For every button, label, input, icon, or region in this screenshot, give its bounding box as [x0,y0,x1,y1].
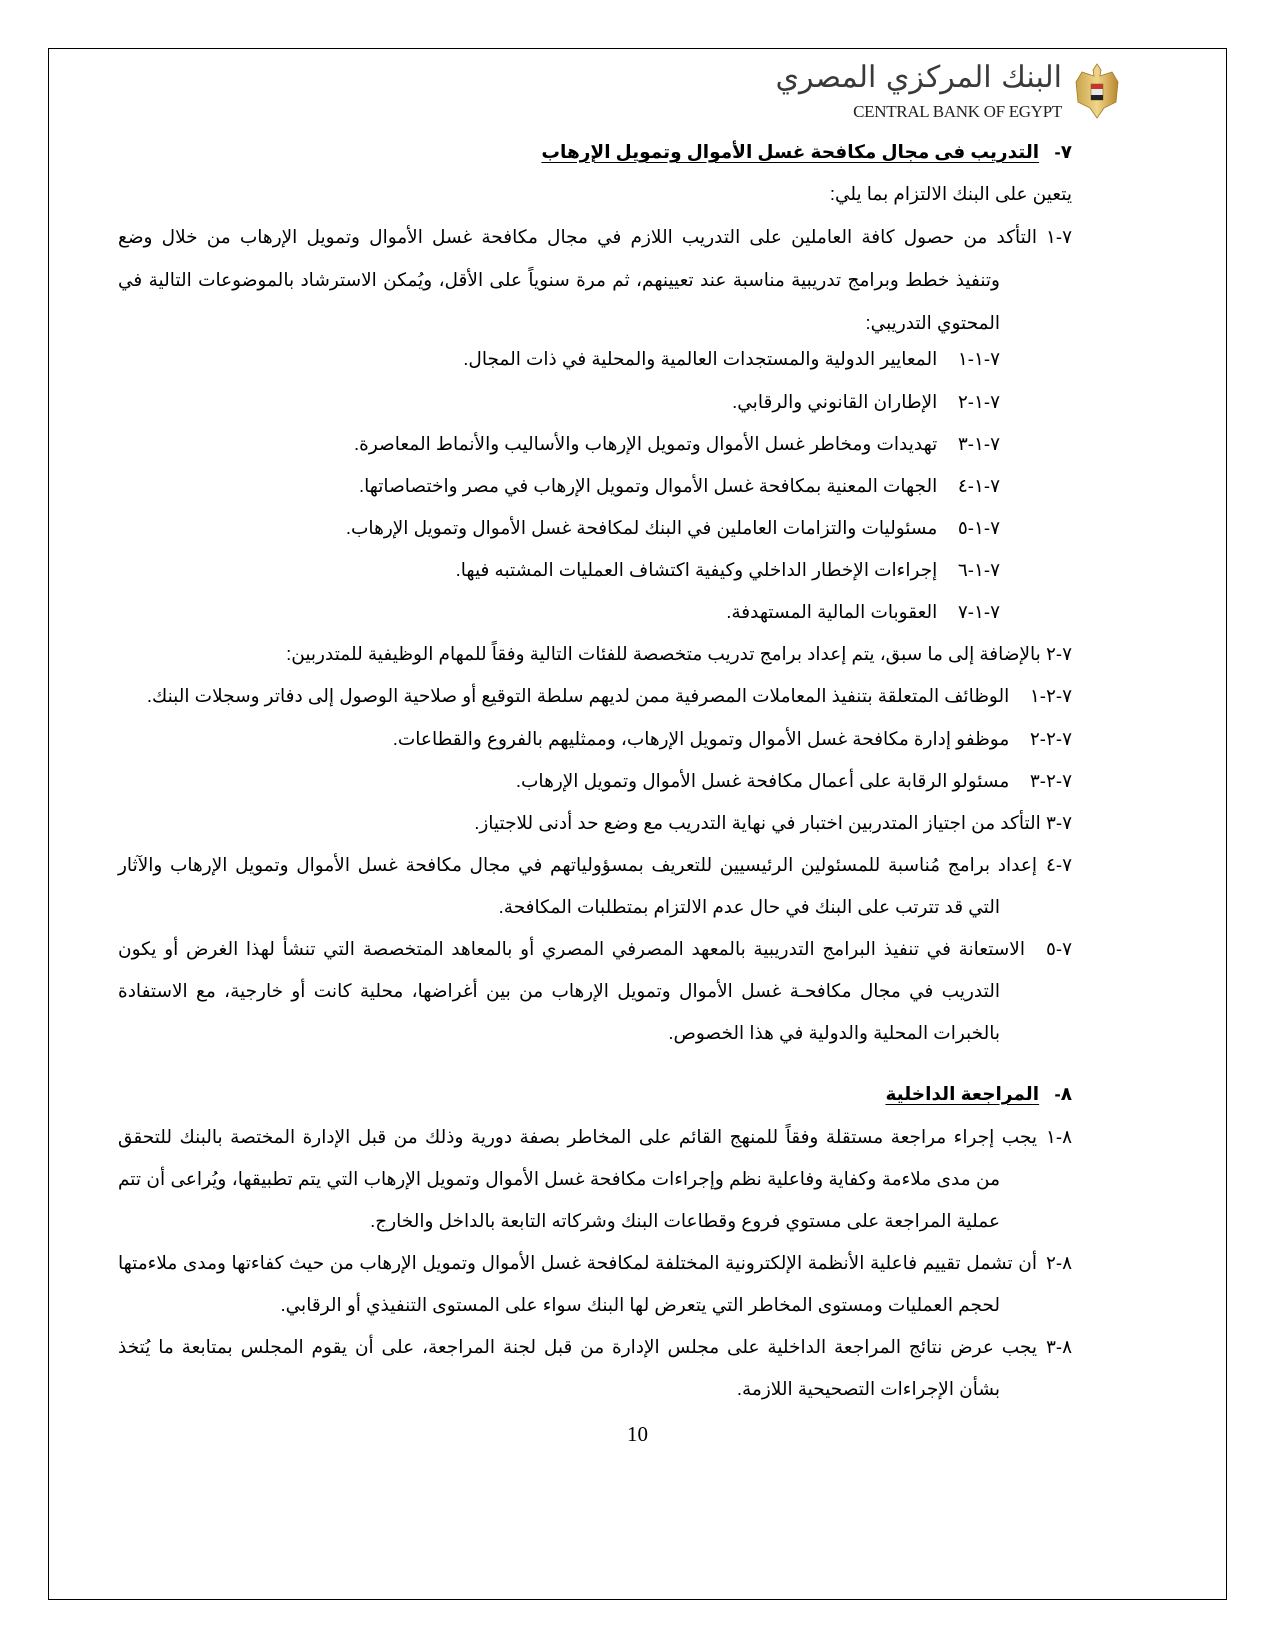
subitem-7-1-2 [732,390,1000,414]
item-7-1-line-3: المحتوي التدريبي: [865,312,1000,333]
subitem-7-1-4 [359,474,1000,498]
subitem-number: ٧-١-٥ [957,517,1000,538]
subitem-7-1-7 [726,600,1000,624]
subitem-7-2-2 [393,727,1072,751]
subitem-text: الجهات المعنية بمكافحة غسل الأموال وتمويل الإرهاب في مصر واختصاصاتها. [358,475,938,496]
subitem-7-2-1 [147,684,1072,708]
item-7-1-line-1: التأكد من حصول كافة العاملين على التدريب اللازم في مجال مكافحة غسل الأموال وتمويل الإرهاب من خلال وضع [118,226,1037,247]
subitem-number: ٧-٢-١ [1029,685,1072,706]
item-8-1-line-2: من مدى ملاءمة وكفاية وفاعلية نظم وإجراءات مكافحة غسل الأموال وتمويل الإرهاب التي يتم تطبيقها، ويُراعى أن تتم [118,1168,1000,1189]
subitem-7-1-6 [456,558,1000,582]
subitem-number: ٧-٢-٣ [1029,770,1072,791]
item-text: بالإضافة إلى ما سبق، يتم إعداد برامج تدريب متخصصة للفئات التالية وفقاً للمهام الوظيفية للمتدربين: [286,643,1041,664]
item-7-1-line-2: وتنفيذ خطط وبرامج تدريبية مناسبة عند تعيينهم، ثم مرة سنوياً على الأقل، ويُمكن الاسترشاد بالموضوعات التالية في [118,269,1000,290]
subitem-number: ٧-١-٢ [957,391,1000,412]
section-title: المراجعة الداخلية [885,1083,1040,1104]
item-7-5-line-1: الاستعانة في تنفيذ البرامج التدريبية بالمعهد المصرفي المصري أو بالمعاهد المتخصصة التي تنشأ لهذا الغرض أو يكون [118,938,1025,959]
item-text: التأكد من اجتياز المتدربين اختبار في نهاية التدريب مع وضع حد أدنى للاجتياز. [474,812,1041,833]
item-7-2 [286,642,1072,666]
subitem-text: الوظائف المتعلقة بتنفيذ المعاملات المصرفية ممن لديهم سلطة التوقيع أو صلاحية الوصول إلى دفاتر وسجلات البنك. [146,685,1010,706]
subitem-number: ٧-١-٣ [957,433,1000,454]
item-8-3-line-2: بشأن الإجراءات التصحيحية اللازمة. [736,1378,1000,1399]
item-7-4-line-2: التي قد تترتب على البنك في حال عدم الالتزام بمتطلبات المكافحة. [498,896,1000,917]
subitem-7-1-1 [463,347,1000,371]
subitem-text: العقوبات المالية المستهدفة. [726,601,938,622]
subitem-text: المعايير الدولية والمستجدات العالمية والمحلية في ذات المجال. [463,348,938,369]
section-7-heading [541,140,1072,164]
subitem-number: ٧-١-١ [957,348,1000,369]
item-number: ٧-٢ [1045,643,1072,664]
section-8-heading [885,1082,1072,1106]
section-title: التدريب فى مجال مكافحة غسل الأموال وتمويل الإرهاب [541,141,1040,162]
subitem-text: موظفو إدارة مكافحة غسل الأموال وتمويل الإرهاب، وممثليهم بالفروع والقطاعات. [392,728,1010,749]
subitem-text: مسئولو الرقابة على أعمال مكافحة غسل الأموال وتمويل الإرهاب. [515,770,1010,791]
subitem-number: ٧-١-٤ [957,475,1000,496]
item-7-5-line-3: بالخبرات المحلية والدولية في هذا الخصوص. [668,1022,1000,1043]
subitem-number: ٧-١-٧ [957,601,1000,622]
item-7-4-number: ٧-٤ [1045,854,1072,875]
subitem-number: ٧-١-٦ [957,559,1000,580]
subitem-text: الإطاران القانوني والرقابي. [732,391,938,412]
subitem-7-2-3 [516,769,1072,793]
item-8-2-number: ٨-٢ [1045,1252,1072,1273]
section-number: ٨- [1054,1083,1072,1104]
item-8-3-number: ٨-٣ [1045,1336,1072,1357]
subitem-7-1-5 [346,516,1000,540]
logo-arabic-text: البنك المركزي المصري [775,60,1062,95]
item-8-3-line-1: يجب عرض نتائج المراجعة الداخلية على مجلس الإدارة من قبل لجنة المراجعة، على أن يقوم المجلس بمتابعة ما يُتخذ [118,1336,1037,1357]
subitem-7-1-3 [354,432,1000,456]
item-8-1-number: ٨-١ [1045,1126,1072,1147]
section-7-intro: يتعين على البنك الالتزام بما يلي: [829,183,1072,204]
item-7-5-line-2: التدريب في مجال مكافحـة غسل الأموال وتمويل الإرهاب من بين أغراضها، محلية كانت أو خارجية، مع الاستفادة [118,980,1000,1001]
page-number: 10 [627,1422,648,1446]
eagle-emblem-icon [1074,62,1120,120]
subitem-text: مسئوليات والتزامات العاملين في البنك لمكافحة غسل الأموال وتمويل الإرهاب. [345,517,938,538]
item-7-5-number: ٧-٥ [1045,938,1072,959]
logo-english-text: CENTRAL BANK OF EGYPT [853,102,1062,121]
item-8-1-line-3: عملية المراجعة على مستوي فروع وقطاعات البنك وشركاته التابعة بالداخل والخارج. [370,1210,1000,1231]
subitem-text: تهديدات ومخاطر غسل الأموال وتمويل الإرهاب والأساليب والأنماط المعاصرة. [354,433,938,454]
subitem-text: إجراءات الإخطار الداخلي وكيفية اكتشاف العمليات المشتبه فيها. [455,559,938,580]
item-8-1-line-1: يجب إجراء مراجعة مستقلة وفقاً للمنهج القائم على المخاطر بصفة دورية وذلك من قبل الإدارة المختصة بالبنك للتحقق [118,1126,1037,1147]
section-number: ٧- [1054,141,1072,162]
item-8-2-line-1: أن تشمل تقييم فاعلية الأنظمة الإلكترونية المختلفة لمكافحة غسل الأموال وتمويل الإرهاب من حيث كفاءتها ومدى ملاءمتها [118,1252,1037,1273]
item-8-2-line-2: لحجم العمليات ومستوى المخاطر التي يتعرض لها البنك سواء على المستوى التنفيذي أو الرقابي. [280,1294,1000,1315]
subitem-number: ٧-٢-٢ [1029,728,1072,749]
item-7-1-number: ٧-١ [1045,226,1072,247]
central-bank-logo [775,58,1124,126]
item-number: ٧-٣ [1045,812,1072,833]
item-7-3 [474,811,1072,835]
item-7-4-line-1: إعداد برامج مُناسبة للمسئولين الرئيسيين للتعريف بمسؤولياتهم في مجال مكافحة غسل الأموال وتمويل الإرهاب والآثار [118,854,1037,875]
